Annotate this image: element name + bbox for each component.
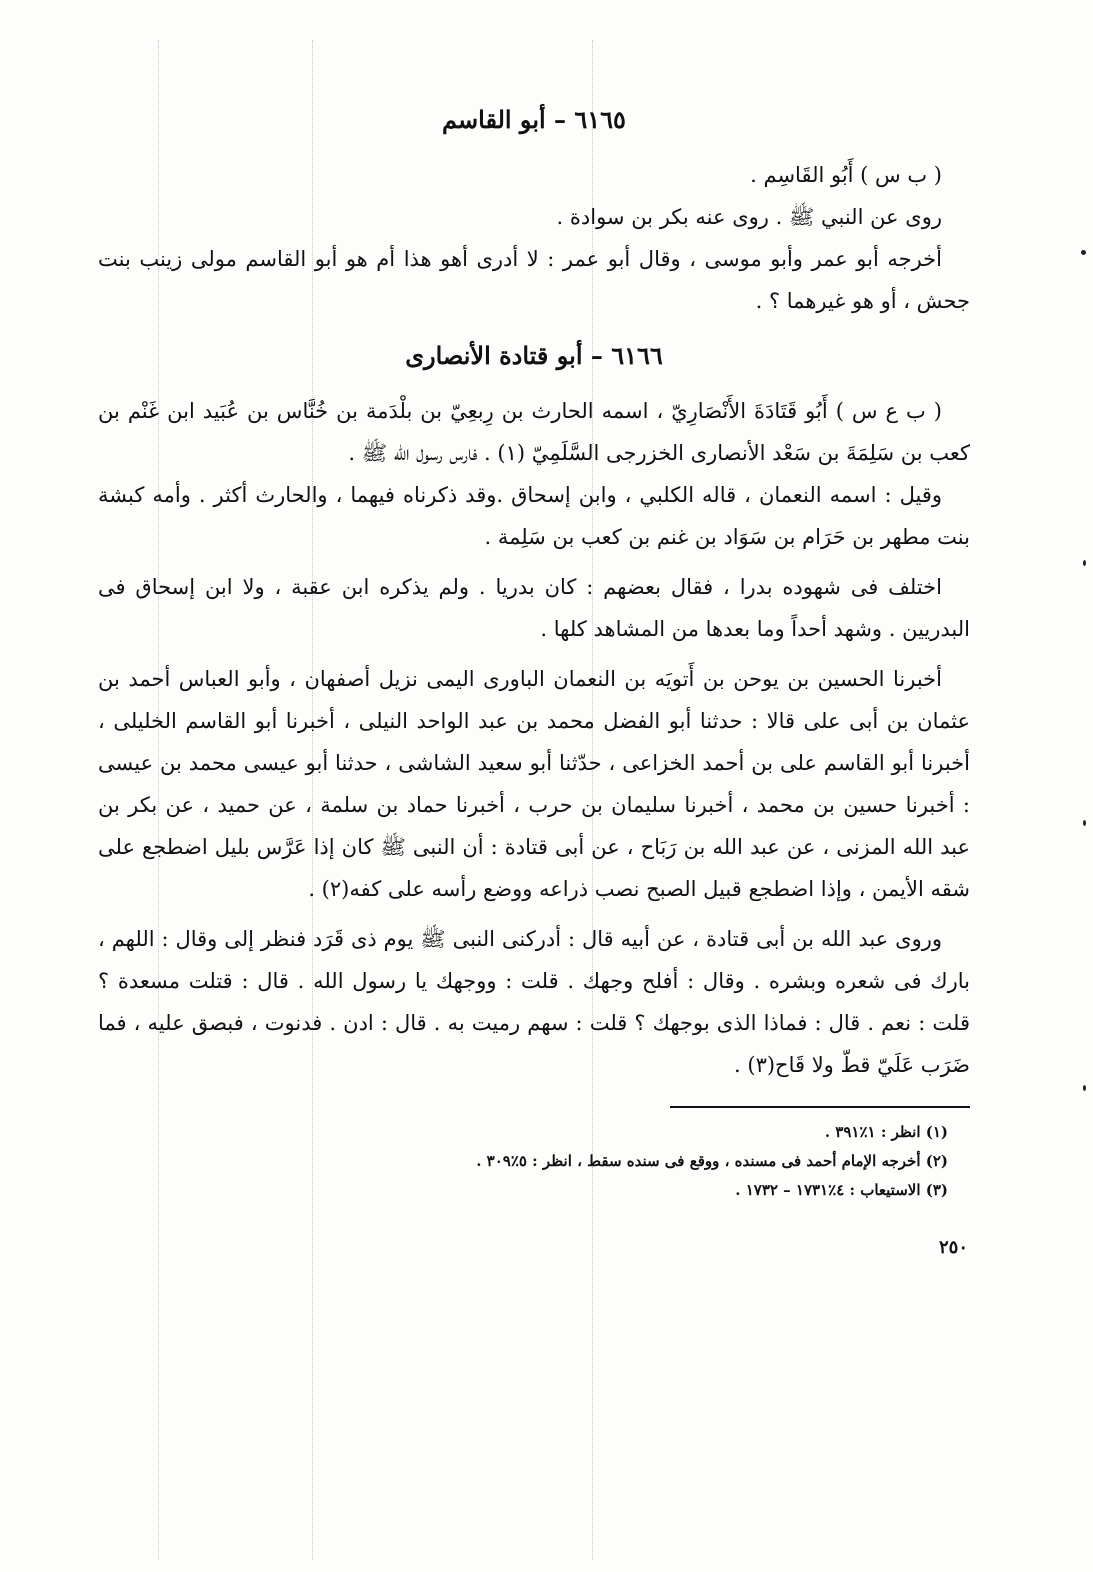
scan-mark <box>1081 250 1086 255</box>
entry-paragraph: روى عن النبي ﷺ . روى عنه بكر بن سوادة . <box>556 205 942 229</box>
entry-paragraph: أخرجه أبو عمر وأبو موسى ، وقال أبو عمر : لا أدرى أهو هذا أم هو أبو القاسم مولى زينب بنت جحش ، أو هو غيرهما ؟ . <box>98 247 970 313</box>
entry-heading: ٦١٦٥ – أبو القاسم <box>442 105 626 134</box>
entry-paragraph: وروى عبد الله بن أبى قتادة ، عن أبيه قال : أدركنى النبى ﷺ يوم ذى قَرَد فنظر إلى وقال : اللهم ، بارك فى شعره وبشره . وقال : أفلح وجهك . قلت : ووجهك يا رسول الله . قال : قتلت مسعدة ؟ قلت : نعم . قال : فماذا الذى بوجهك ؟ قلت : سهم رميت به . قال : ادن . فدنوت ، فبصق عليه ، فما ضَرَب عَلَيّ قطّ ولا قَاح(٣) . <box>98 927 970 1077</box>
footnote: (٢) أخرجه الإمام أحمد فى مسنده ، ووقع فى سنده سقط ، انظر : ٥٪٣٠٩ . <box>476 1152 948 1170</box>
entry-paragraph: وقيل : اسمه النعمان ، قاله الكلبي ، وابن إسحاق .وقد ذكرناه فيهما ، والحارث أكثر . وأمه كبشة بنت مطهر بن حَرَام بن سَوَاد بن غنم بن كعب بن سَلِمة . <box>98 483 970 549</box>
footnote: (٣) الاستيعاب : ٤٪١٧٣١ – ١٧٣٢ . <box>735 1181 948 1199</box>
scan-mark <box>1083 820 1086 826</box>
page-content <box>98 100 970 1258</box>
entry-paragraph: اختلف فى شهوده بدرا ، فقال بعضهم : كان بدريا . ولم يذكره ابن عقبة ، ولا ابن إسحاق فى البدريين . وشهد أحداً وما بعدها من المشاهد كلها . <box>98 575 970 641</box>
entry-paragraph: ( ب ع س ) أَبُو قَتَادَةَ الأَنْصَارِيّ ، اسمه الحارث بن رِبعِيّ بن بلْدَمة بن خُنَّاس بن عُبَيد ابن غَنْم بن كعب بن سَلِمَةَ بن سَعْد الأنصارى الخزرجى السَّلَمِيّ (١) . فارس رسول الله ﷺ . <box>98 399 970 465</box>
scan-mark <box>1083 560 1086 566</box>
footnote-divider <box>670 1106 970 1108</box>
footnote: (١) انظر : ١٪٣٩١ . <box>824 1123 948 1141</box>
scan-mark <box>1083 1085 1086 1091</box>
page-number: ٢٥٠ <box>938 1237 968 1258</box>
entry-paragraph: أخبرنا الحسين بن يوحن بن أَتويَه بن النعمان الباورى اليمى نزيل أصفهان ، وأبو العباس أحمد بن عثمان بن أبى على قالا : حدثنا أبو الفضل محمد بن عبد الواحد النيلى ، أخبرنا أبو القاسم الخليلى ، أخبرنا أبو القاسم على بن أحمد الخزاعى ، حدّثنا أبو سعيد الشاشى ، حدثنا أبو عيسى محمد بن عيسى : أخبرنا حسين بن محمد ، أخبرنا سليمان بن حرب ، أخبرنا حماد بن سلمة ، عن حميد ، عن بكر بن عبد الله المزنى ، عن عبد الله بن رَبَاح ، عن أبى قتادة : أن النبى ﷺ كان إذا عَرَّس بليل اضطجع على شقه الأيمن ، وإذا اضطجع قبيل الصبح نصب ذراعه ووضع رأسه على كفه(٢) . <box>98 667 970 901</box>
entry-paragraph: ( ب س ) أَبُو القَاسِم . <box>750 163 942 187</box>
entry-heading: ٦١٦٦ – أبو قتادة الأنصارى <box>405 341 663 370</box>
